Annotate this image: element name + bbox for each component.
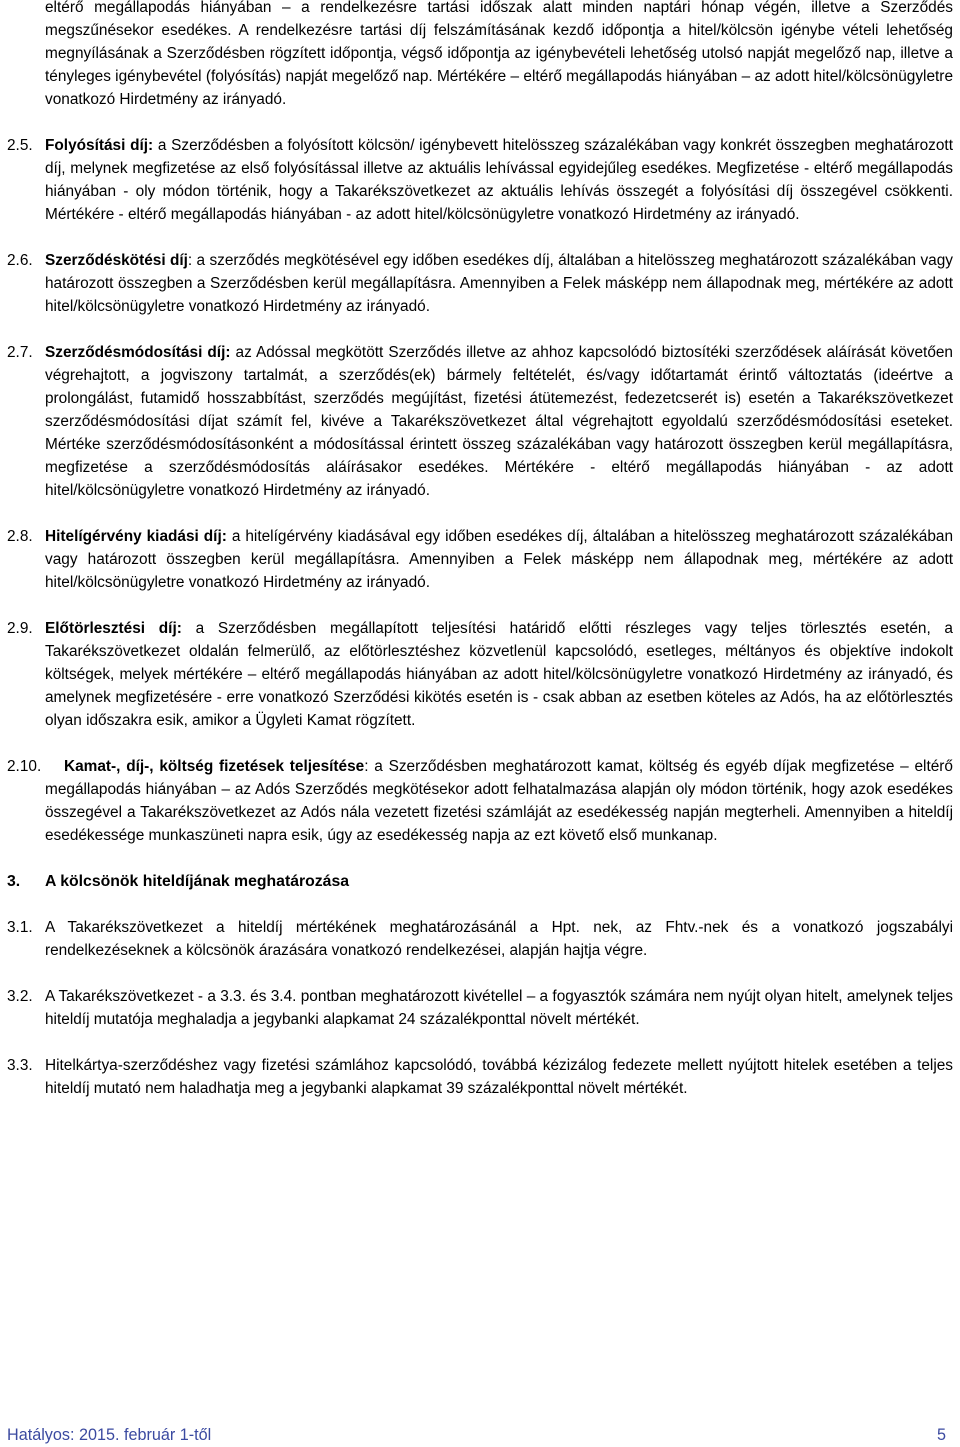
item-term: Folyósítási díj: [45, 137, 154, 154]
item-body: : a Szerződésben meghatározott kamat, költség és egyéb díjak megfizetése – eltérő megállapodás hiányában – az Adós Szerződés megkötésekor adott felhatalmazása alapján oly módon történik, hogy azok esedékes összegével a Takarékszövetkezet az Adós nála vezetett fizetési számláját az esedékesség napján megterheli. Amennyiben a hiteldíj esedékessége munkaszüneti napra esik, úgy az esedékesség napja az ezt követő első munkanap. [45, 758, 953, 844]
item-number: 3.3. [7, 1057, 33, 1074]
page-number: 5 [936, 1426, 946, 1444]
item-term: Szerződéskötési díj [45, 252, 188, 269]
item-number: 2.6. [7, 252, 33, 269]
item-number: 2.8. [7, 528, 33, 545]
item-2-6 [0, 249, 960, 318]
item-number: 3.2. [7, 988, 33, 1005]
section-3-heading [0, 870, 960, 893]
item-2-5 [0, 134, 960, 226]
item-number: 2.9. [7, 620, 33, 637]
item-body: a Szerződésben megállapított teljesítési határidő előtti részleges vagy teljes törlesztés esetén, a Takarékszövetkezet oldalán felmerülő, az előtörlesztéshez közvetlenül kapcsolódó, esetleges, méltányos és objektíve indokolt költségek, melyek mértékére – eltérő megállapodás hiányában az adott hitel/kölcsönügyletre vonatkozó Hirdetmény az irányadó, és amelynek megfizetésére - erre vonatkozó Szerződési kikötés esetén is - csak abban az esetben köteles az Adós, ha az előtörlesztés olyan időszakra esik, amikor a Ügyleti Kamat rögzített. [45, 620, 953, 729]
item-body: A Takarékszövetkezet a hiteldíj mértékének meghatározásánál a Hpt. nek, az Fhtv.-nek és a vonatkozó jogszabályi rendelkezéseknek a kölcsönök árazására vonatkozó rendelkezései, alapján hajtja végre. [45, 919, 953, 959]
item-number: 2.5. [7, 137, 33, 154]
page-footer [7, 1423, 946, 1447]
item-number: 3.1. [7, 919, 33, 936]
item-2-8 [0, 525, 960, 594]
section-2-4-continuation [0, 0, 960, 111]
item-term: Szerződésmódosítási díj: [45, 344, 231, 361]
item-body: A Takarékszövetkezet - a 3.3. és 3.4. pontban meghatározott kivétellel – a fogyasztók számára nem nyújt olyan hitelt, amelynek teljes hiteldíj mutatója meghaladja a jegybanki alapkamat 24 százalékponttal növelt mértékét. [45, 988, 953, 1028]
section-title: A kölcsönök hiteldíjának meghatározása [45, 873, 350, 890]
item-2-7 [0, 341, 960, 502]
item-3-2 [0, 985, 960, 1031]
item-term: Előtörlesztési díj: [45, 620, 182, 637]
item-body: Hitelkártya-szerződéshez vagy fizetési számlához kapcsolódó, továbbá kézizálog fedezete mellett nyújtott hitelek esetében a teljes hiteldíj mutató nem haladhatja meg a jegybanki alapkamat 39 százalékponttal növelt mértékét. [45, 1057, 953, 1097]
item-number: 2.10. [7, 758, 42, 775]
item-number: 2.7. [7, 344, 33, 361]
item-2-10 [0, 755, 960, 847]
item-2-9 [0, 617, 960, 732]
item-body: az Adóssal megkötött Szerződés illetve az ahhoz kapcsolódó biztosítéki szerződések aláírását követően végrehajtott, a jogviszony tartalmát, a szerződés(ek) bármely feltételét, és/vagy időtartamát érintő változtatás (ideértve a prolongálást, futamidő hosszabbítást, szerződés megújítást, fizetési átütemezést, fedezetcserét is) esetén a Takarékszövetkezet szerződésmódosítási díjat számít fel, kivéve a Takarékszövetkezet által végrehajtott egyoldalú szerződésmódosítási eseteket. Mértéke szerződésmódosításonként a módosítással érintett összeg százalékában vagy határozott összegben kerül megállapításra, megfizetése a szerződésmódosítás aláírásakor esedékes. Mértékére - eltérő megállapodás hiányában - az adott hitel/kölcsönügyletre vonatkozó Hirdetmény az irányadó. [45, 344, 953, 499]
section-number: 3. [7, 873, 21, 890]
effective-date: Hatályos: 2015. február 1-től [7, 1426, 212, 1444]
item-body: a hitelígérvény kiadásával egy időben esedékes díj, általában a hitelösszeg meghatározott százalékában vagy határozott összegben kerül megállapításra. Amennyiben a Felek másképp nem állapodnak meg, mértékére az adott hitel/kölcsönügyletre vonatkozó Hirdetmény az irányadó. [45, 528, 954, 591]
section-2-4-text: eltérő megállapodás hiányában – a rendelkezésre tartási időszak alatt minden naptári hónap végén, illetve a Szerződés megszűnésekor esedékes. A rendelkezésre tartási díj felszámításának kezdő időpontja a hitel/kölcsön igénybe vételi lehetőség megnyílásának a Szerződésben rögzített időpontja, végső időpontja az igénybevételi lehetőség utolsó napját megelőző nap, illetve a tényleges igénybevétel (folyósítás) napját megelőző nap. Mértékére – eltérő megállapodás hiányában – az adott hitel/kölcsönügyletre vonatkozó Hirdetmény az irányadó. [45, 0, 953, 108]
item-3-3 [0, 1054, 960, 1100]
item-3-1 [0, 916, 960, 962]
item-term: Kamat-, díj-, költség fizetések teljesítése [64, 758, 365, 775]
item-body: a Szerződésben a folyósított kölcsön/ igénybevett hitelösszeg százalékában vagy konkrét összegben meghatározott díj, melynek megfizetése az első folyósítással illetve az aktuális lehívással egyidejűleg esedékes. Megfizetése - eltérő megállapodás hiányában - oly módon történik, hogy a Takarékszövetkezet az aktuális lehívás összegét a folyósítási díj összegével csökkenti. Mértékére - eltérő megállapodás hiányában - az adott hitel/kölcsönügyletre vonatkozó Hirdetmény az irányadó. [45, 137, 953, 223]
item-term: Hitelígérvény kiadási díj: [45, 528, 227, 545]
item-body: : a szerződés megkötésével egy időben esedékes díj, általában a hitelösszeg meghatározott százalékában vagy határozott összegben a Szerződésben kerül megállapításra. Amennyiben a Felek másképp nem állapodnak meg, mértékére az adott hitel/kölcsönügyletre vonatkozó Hirdetmény az irányadó. [45, 252, 953, 315]
